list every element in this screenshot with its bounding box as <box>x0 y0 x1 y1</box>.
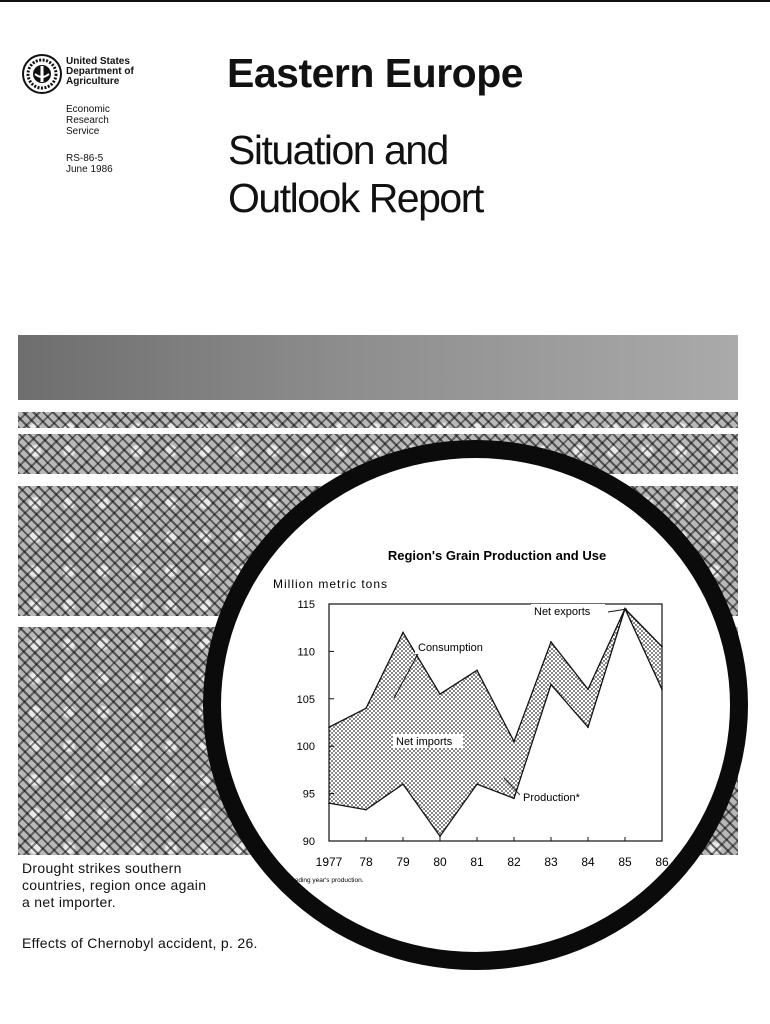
gray-gradient-band <box>18 335 738 400</box>
subtitle-line: Outlook Report <box>228 175 483 221</box>
issue-info <box>66 153 113 175</box>
x-tick-label: 81 <box>470 855 484 869</box>
grain-chart <box>221 458 730 952</box>
chart-footnote: * Preceding year's production. <box>277 877 364 884</box>
consumption-point <box>402 632 404 634</box>
production-point <box>476 783 478 785</box>
service-line: Research <box>66 115 109 126</box>
net-imports-label: Net imports <box>396 736 453 748</box>
agency-line: United States <box>66 56 130 67</box>
usda-seal-icon <box>22 54 62 94</box>
y-tick-label: 105 <box>296 693 315 706</box>
y-axis-label: Million metric tons <box>273 577 389 591</box>
consumption-point <box>661 646 663 648</box>
x-tick-label: 1977 <box>315 855 343 869</box>
production-point <box>328 802 330 804</box>
service-line: Economic <box>66 104 110 115</box>
caption-line: Drought strikes southern <box>22 860 182 876</box>
agency-name <box>66 57 134 87</box>
top-rule <box>0 0 770 2</box>
report-date: June 1986 <box>66 164 113 175</box>
production-point <box>513 798 515 800</box>
production-point <box>550 684 552 686</box>
consumption-point <box>328 726 330 728</box>
x-tick-label: 83 <box>544 855 558 869</box>
production-point <box>439 835 441 837</box>
caption-line: countries, region once again <box>22 877 207 893</box>
service-name <box>66 104 110 137</box>
net-trade-band <box>329 609 662 837</box>
x-tick-label: 78 <box>359 855 373 869</box>
x-tick-label: 84 <box>581 855 595 869</box>
y-tick-label: 95 <box>302 788 315 801</box>
caption-line: a net importer. <box>22 894 116 910</box>
production-point <box>661 689 663 691</box>
x-tick-label: 86 <box>655 855 669 869</box>
y-tick-label: 110 <box>297 646 315 659</box>
x-tick-label: 79 <box>396 855 410 869</box>
plot-area <box>297 599 669 869</box>
report-title: Eastern Europe <box>227 50 524 96</box>
agency-line: Agriculture <box>66 76 120 87</box>
consumption-point <box>513 741 515 743</box>
x-tick-label: 82 <box>507 855 521 869</box>
production-point <box>402 783 404 785</box>
pattern-band <box>18 412 738 428</box>
agency-line: Department of <box>66 66 134 77</box>
x-tick-label: 85 <box>618 855 632 869</box>
report-subtitle <box>228 126 483 222</box>
consumption-point <box>587 689 589 691</box>
subtitle-line: Situation and <box>228 127 448 173</box>
consumption-point <box>439 693 441 695</box>
y-tick-label: 115 <box>297 599 315 611</box>
y-tick-label: 90 <box>302 836 315 848</box>
consumption-point <box>365 707 367 709</box>
production-point <box>365 809 367 811</box>
magnifier-circle <box>203 440 748 970</box>
consumption-point <box>476 670 478 672</box>
service-line: Service <box>66 126 100 137</box>
consumption-point <box>550 641 552 643</box>
consumption-label: Consumption <box>418 642 483 654</box>
production-point <box>587 726 589 728</box>
chernobyl-note: Effects of Chernobyl accident, p. 26. <box>22 935 258 951</box>
cover-caption <box>22 860 206 911</box>
production-label: Production* <box>523 792 580 804</box>
y-tick-label: 100 <box>296 741 315 754</box>
report-number: RS-86-5 <box>66 153 104 164</box>
chart-title: Region's Grain Production and Use <box>387 548 607 563</box>
x-tick-label: 80 <box>433 855 447 869</box>
net-exports-label: Net exports <box>534 606 591 618</box>
